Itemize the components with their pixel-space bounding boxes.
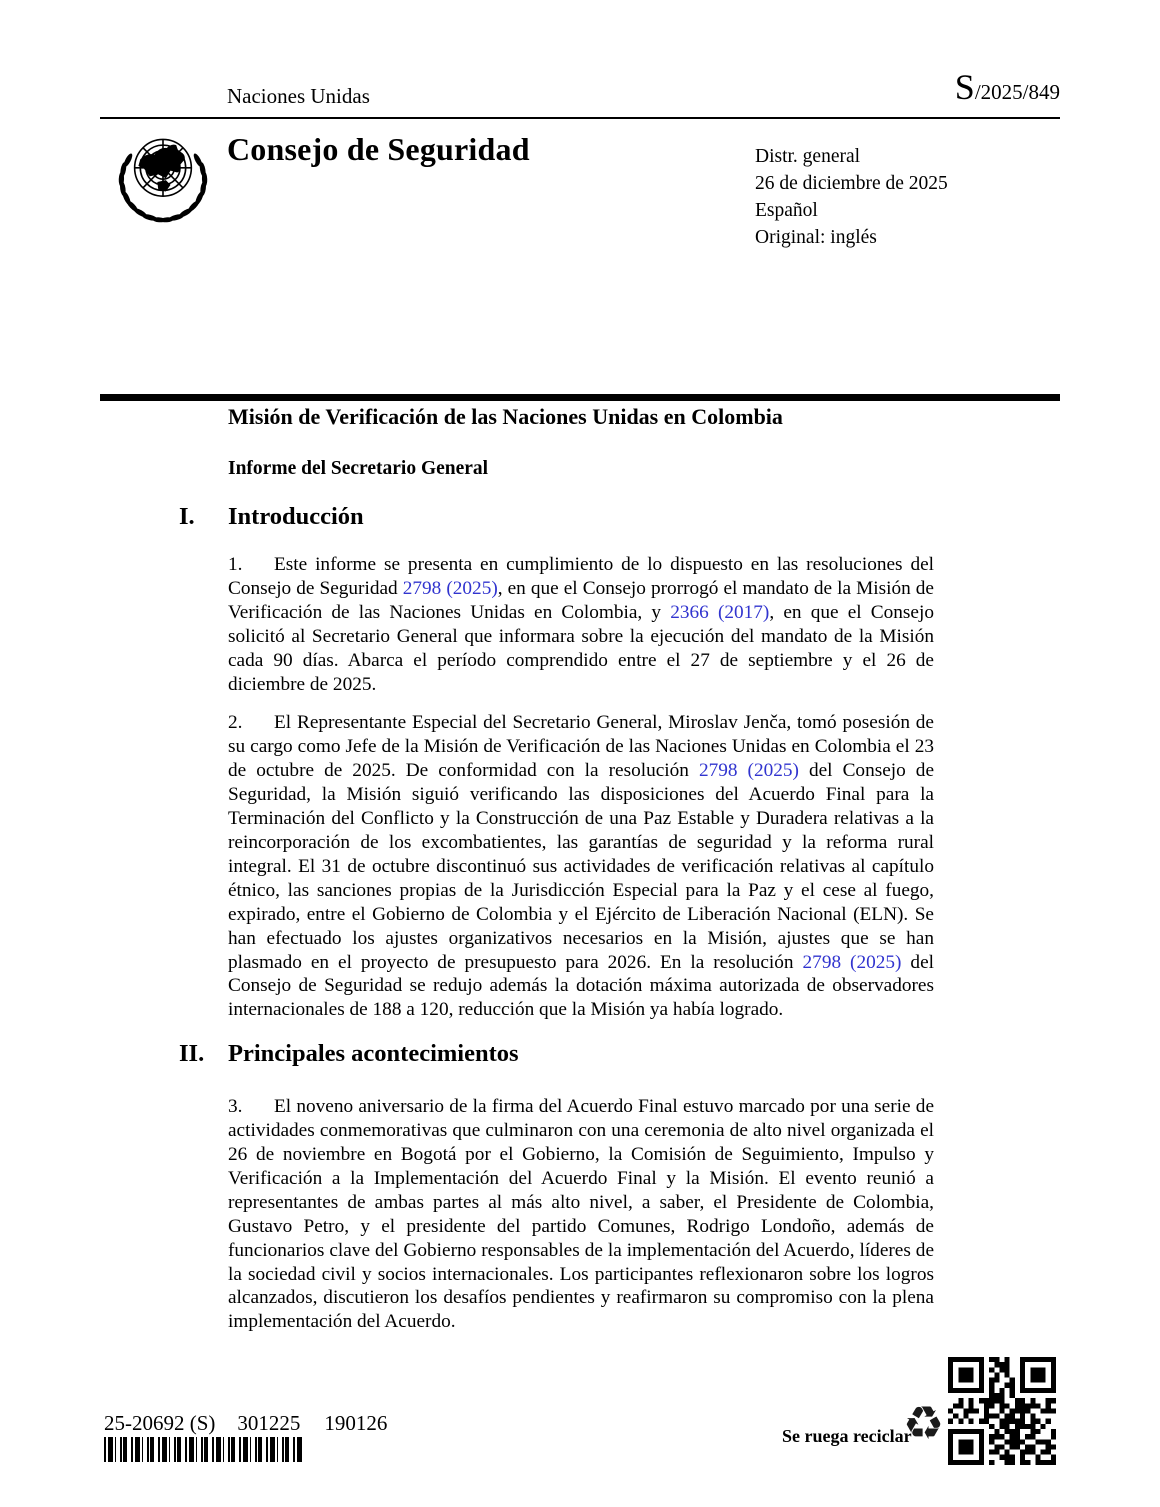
resolution-link[interactable]: 2798 (2025) [698,760,799,782]
document-symbol-number: /2025/849 [974,80,1060,104]
paragraph-2 [228,711,934,1022]
text-run: El Representante Especial del Secretario General, Miroslav Jenča, tomó posesión de su cargo como Jefe de la Misión de Verificación de las Naciones Unidas en Colombia el 23 de octubre de 2025. De conformidad con la resolución [228,712,934,782]
job-number: 25-20692 (S) [104,1411,216,1435]
qr-code [948,1357,1056,1465]
paragraph-number: 1. [228,554,243,575]
original-language: Original: inglés [755,227,877,248]
text-run: El noveno aniversario de la firma del Acuerdo Final estuvo marcado por una serie de actividades conmemorativas que culminaron con una ceremonia de alto nivel organizada el 26 de noviembre en Bogotá por el Gobierno, la Comisión de Seguimiento, Impulso y Verificación a la Implementación del Acuerdo Final y la Misión. El evento reunió a representantes de ambas partes al más alto nivel, a saber, el Presidente de Colombia, Gustavo Petro, y el presidente del partido Comunes, Rodrigo Londoño, además de funcionarios clave del Gobierno responsables de la implementación del Acuerdo, líderes de la sociedad civil y socios internacionales. Los participantes reflexionaron sobre los logros alcanzados, discutieron los desafíos pendientes y reafirmaron su compromiso con la plena implementación del Acuerdo. [228,1096,934,1333]
resolution-link[interactable]: 2798 (2025) [802,951,902,973]
paragraph-3 [228,1095,934,1334]
text-run: del Consejo de Seguridad se redujo además la dotación máxima autorizada de observadores internacionales de 188 a 120, reducción que la Misión ya había logrado. [228,951,934,1021]
text-run: , en que el Consejo solicitó al Secretario General que informara sobre la ejecución del mandato de la Misión cada 90 días. Abarca el período comprendido entre el 27 de septiembre y el 26 de diciembre de 2025. [228,601,934,695]
un-emblem-icon [111,130,215,230]
section-heading-label: Principales acontecimientos [228,1040,519,1068]
distribution-type: Distr. general [755,146,861,167]
document-body [179,404,934,1334]
footer-date-code-1: 301225 [237,1411,301,1435]
document-language: Español [755,200,818,221]
organ-name: Consejo de Seguridad [227,131,530,167]
document-date: 26 de diciembre de 2025 [755,173,948,194]
paragraph-number: 3. [228,1096,243,1118]
section-divider-bar [100,394,1060,401]
header-rule [100,117,1060,119]
resolution-link[interactable]: 2798 (2025) [402,577,498,599]
recycle-icon: ♻ [903,1396,945,1450]
section-heading-introduction [179,501,934,533]
document-title: Misión de Verificación de las Naciones Unidas en Colombia [228,404,783,429]
paragraph-1 [228,553,934,696]
document-symbol [955,66,1060,108]
section-numeral: II. [179,1040,205,1068]
paragraph-number: 2. [228,712,243,734]
document-symbol-letter: S [954,67,975,107]
distribution-block [755,143,948,251]
section-heading-main-developments [179,1038,934,1070]
document-subtitle: Informe del Secretario General [228,458,489,479]
footer-date-code-2: 190126 [324,1411,388,1435]
org-name: Naciones Unidas [227,84,370,108]
text-run: , en que el Consejo prorrogó el mandato de la Misión de Verificación de las Naciones Unidas en Colombia, y [228,577,934,623]
section-heading-label: Introducción [228,503,364,530]
barcode [104,1437,302,1462]
footer-identifiers [104,1411,387,1436]
text-run: Este informe se presenta en cumplimiento de lo dispuesto en las resoluciones del Consejo de Seguridad [228,554,934,599]
resolution-link[interactable]: 2366 (2017) [670,601,770,623]
recycle-note: Se ruega reciclar [782,1426,912,1446]
text-run: del Consejo de Seguridad, la Misión siguió verificando las disposiciones del Acuerdo Final para la Terminación del Conflicto y la Construcción de una Paz Estable y Duradera relativas a la reincorporación de los excombatientes, las garantías de seguridad y la reforma rural integral. El 31 de octubre discontinuó sus actividades de verificación relativas al capítulo étnico, las sanciones propias de la Jurisdicción Especial para la Paz y el cese al fuego, expirado, entre el Gobierno de Colombia y el Ejército de Liberación Nacional (ELN). Se han efectuado los ajustes organizativos necesarios en la Misión, ajustes que se han plasmado en el proyecto de presupuesto para 2026. En la resolución [228,760,934,973]
section-numeral: I. [179,503,195,530]
